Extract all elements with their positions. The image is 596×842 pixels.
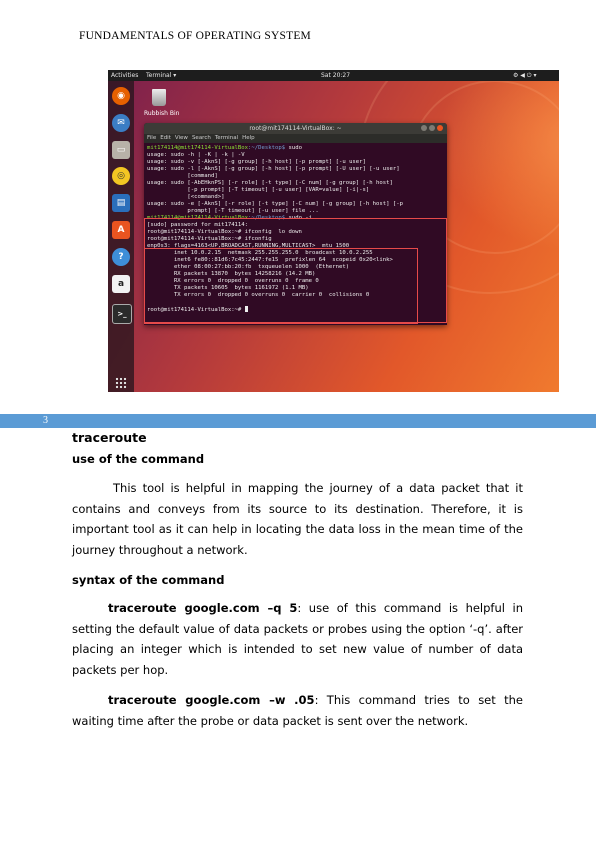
running-header: FUNDAMENTALS OF OPERATING SYSTEM	[79, 30, 311, 42]
menu-help[interactable]: Help	[242, 135, 255, 141]
page-footer-band	[0, 414, 596, 428]
ifconfig-output: [sudo] password for mit174114: root@mit174114-VirtualBox:~# ifconfig lo down root@mit174114-VirtualBox:~# ifconfig enp0s3: flags=4163<UP,BROADCAST,RUNNING,MULTICAST> mtu 1500 inet 10.0.2.15 netmask 255.255.255.0 broadcast 10.0.2.255 inet6 fe80::81d6:7c45:2447:fe15 prefixlen 64 scopeid 0x20<link> ether 08:00:27:bb:20:fb txqueuelen 1000 (Ethernet) RX packets 13870 bytes 14258216 (14.2 MB) RX errors 0 dropped 0 overruns 0 frame 0 TX packets 10605 bytes 1161972 (1.1 MB) TX errors 0 dropped 0 overruns 0 carrier 0 collisions 0 root@mit174114-VirtualBox:~#	[147, 222, 393, 313]
terminal-menubar	[144, 134, 447, 143]
clock[interactable]: Sat 20:27	[321, 71, 351, 79]
maximize-icon[interactable]	[429, 125, 435, 131]
software-icon[interactable]: A	[112, 221, 130, 239]
files-icon[interactable]: ▭	[112, 141, 130, 159]
command-q-desc: : use of this command is helpful in setting the default value of data packets or probes using the option ‘-q’. after placing an integer which is intended to set new value of number of data packets per hop.	[72, 601, 524, 677]
prompt-user: mit174114@mit174114-VirtualBox	[147, 145, 249, 151]
show-apps-icon[interactable]	[115, 377, 127, 389]
command-q: traceroute google.com –q 5	[108, 601, 298, 615]
terminal-screenshot	[108, 70, 559, 392]
terminal-title: root@mit174114-VirtualBox: ~	[249, 125, 342, 132]
writer-icon[interactable]: ▤	[112, 194, 130, 212]
menu-terminal[interactable]: Terminal	[214, 135, 239, 141]
section-title: traceroute	[72, 430, 147, 445]
minimize-icon[interactable]	[421, 125, 427, 131]
command-sudo: sudo	[285, 145, 302, 151]
command-w-paragraph	[72, 690, 523, 731]
prompt-path: :~/Desktop$	[248, 215, 286, 221]
system-tray[interactable]: ⚙ ◀ ⏻ ▾	[513, 71, 537, 79]
menu-edit[interactable]: Edit	[160, 135, 171, 141]
rhythmbox-icon[interactable]: ◎	[112, 167, 130, 185]
prompt-user: mit174114@mit174114-VirtualBox	[147, 215, 249, 221]
page-number: 3	[43, 415, 48, 426]
terminal-titlebar[interactable]	[144, 123, 447, 134]
command-w-desc: : This command tries to set the waiting time after the probe or data packet is sent over the network.	[72, 693, 524, 728]
sudo-usage-text: usage: sudo -h | -K | -k | -V usage: sudo -v [-AknS] [-g group] [-h host] [-p prompt] [-u user] usage: sudo -l [-AknS] [-g group] [-h host] [-p prompt] [-U user] [-u user] [command] usage: sudo [-AbEHknPS] [-r role] [-t type] [-C num] [-g group] [-h host] [-p prompt] [-T timeout] [-u user] [VAR=value] [-i|-s] [<command>] usage: sudo -e [-AknS] [-r role] [-t type] [-C num] [-g group] [-h host] [-p prompt] [-T timeout] [-u user] file ...	[147, 152, 403, 214]
menu-file[interactable]: File	[147, 135, 157, 141]
activities-button[interactable]: Activities	[111, 71, 139, 79]
use-paragraph: This tool is helpful in mapping the journey of a data packet that it contains and conveys from its source to its destination. Therefore, it is important tool as it can help in locating the data loss in the mean time of the journey throughout a network.	[72, 481, 523, 557]
app-menu[interactable]: Terminal ▾	[146, 71, 177, 79]
terminal-icon[interactable]: >_	[112, 304, 132, 324]
menu-view[interactable]: View	[174, 135, 188, 141]
help-icon[interactable]: ?	[112, 248, 130, 266]
window-controls	[421, 125, 443, 131]
menu-search[interactable]: Search	[191, 135, 211, 141]
command-sudo-i: sudo -i	[285, 215, 313, 221]
dock	[108, 81, 134, 392]
prompt-path: :~/Desktop$	[248, 145, 286, 151]
rubbish-bin-icon[interactable]	[152, 89, 166, 106]
terminal-window[interactable]	[144, 123, 447, 325]
use-heading: use of the command	[72, 452, 205, 466]
rubbish-bin-label: Rubbish Bin	[144, 110, 180, 117]
close-icon[interactable]	[437, 125, 443, 131]
highlight-box	[144, 248, 418, 324]
syntax-heading: syntax of the command	[72, 573, 225, 587]
command-q-paragraph	[72, 598, 523, 680]
thunderbird-icon[interactable]: ✉	[112, 114, 130, 132]
gnome-top-bar	[108, 70, 559, 81]
amazon-icon[interactable]: a	[112, 275, 130, 293]
command-w: traceroute google.com –w .05	[108, 693, 315, 707]
firefox-icon[interactable]: ◉	[112, 87, 130, 105]
